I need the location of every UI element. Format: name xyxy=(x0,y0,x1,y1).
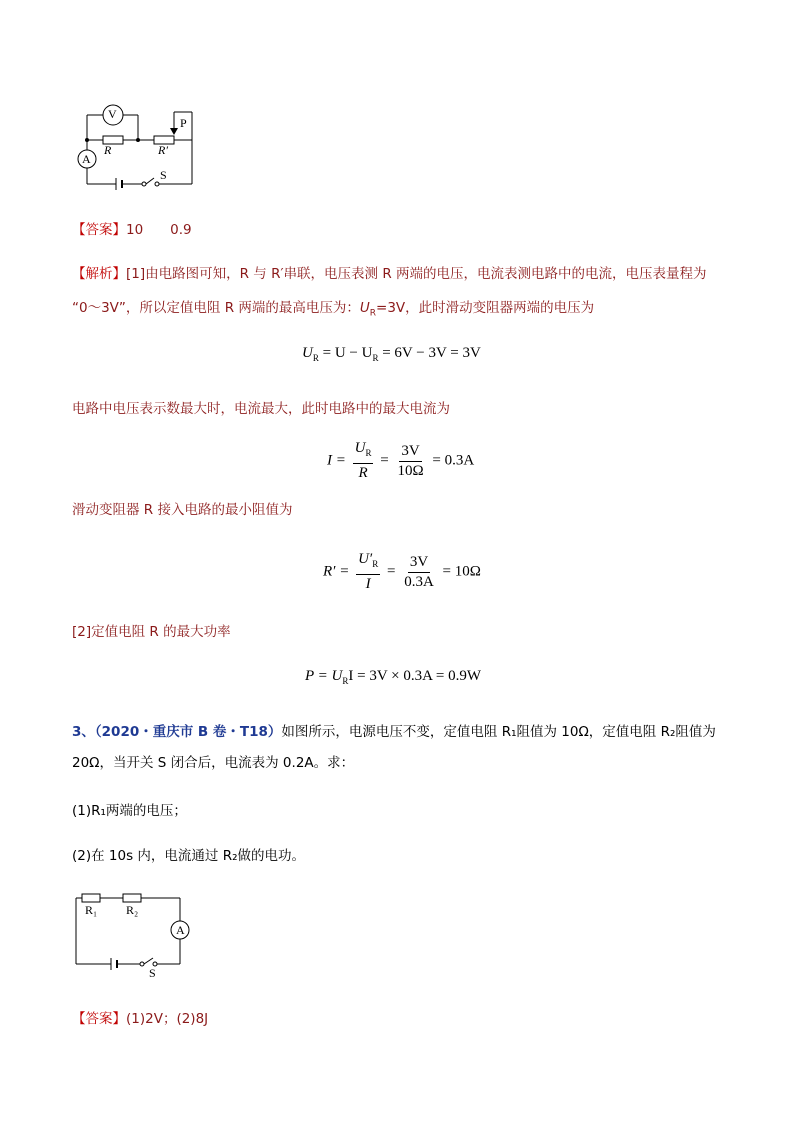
formula-3-den2: 0.3A xyxy=(404,573,434,590)
formula-2-eq: = xyxy=(380,452,389,469)
formula-2-num2: 3V xyxy=(399,443,421,462)
slider-label: P xyxy=(180,116,187,130)
formula-2-frac-2 xyxy=(395,443,425,480)
formula-power xyxy=(305,668,481,686)
r2-label: R₂ xyxy=(126,903,139,917)
resistor-label: R xyxy=(104,143,112,157)
voltmeter-label: V xyxy=(108,107,117,121)
analysis-tag: 【解析】 xyxy=(72,266,126,282)
question-3-sub-2: (2)在 10s 内，电流通过 R₂做的电功。 xyxy=(72,848,305,864)
formula-3-eq: = xyxy=(386,563,396,580)
question-source: （2020・重庆市 B 卷・T18） xyxy=(94,724,282,740)
answer-values: 10 0.9 xyxy=(126,222,192,238)
analysis-line-5: [2]定值电阻 R 的最大功率 xyxy=(72,624,231,640)
formula-2-frac-1 xyxy=(353,440,374,482)
answer-tag: 【答案】 xyxy=(72,222,126,238)
formula-2-den1: R xyxy=(358,465,368,481)
analysis-line-1 xyxy=(72,263,732,285)
question-3-line-2: 20Ω，当开关 S 闭合后，电流表为 0.2A。求： xyxy=(72,755,355,771)
formula-1-rest: = 6V − 3V = 3V xyxy=(382,345,481,361)
formula-3-num2: 3V xyxy=(408,554,430,573)
circuit-diagram-1 xyxy=(70,100,210,190)
switch-2-label: S xyxy=(149,966,156,980)
switch-label: S xyxy=(160,168,167,182)
formula-2-rest: = 0.3A xyxy=(432,452,475,469)
analysis-line-4: 滑动变阻器 R 接入电路的最小阻值为 xyxy=(72,502,293,518)
analysis-line-2 xyxy=(72,297,732,325)
formula-1-lhs-sub: R xyxy=(312,353,319,363)
analysis-var-u: U xyxy=(359,300,370,316)
formula-3-lhs: R′ = xyxy=(323,563,350,580)
formula-3-num1-sub: R xyxy=(372,559,379,569)
formula-3-num1: U′ xyxy=(358,551,373,567)
formula-1-rhs: = U − U xyxy=(322,345,373,361)
answer-3-values: (1)2V；(2)8J xyxy=(126,1011,209,1027)
formula-2-num1: U xyxy=(354,440,366,456)
question-3-line-1 xyxy=(72,721,732,743)
answer-1 xyxy=(72,219,192,241)
formula-voltage xyxy=(302,345,481,363)
formula-4-sub: R xyxy=(342,676,349,686)
answer-3-tag: 【答案】 xyxy=(72,1011,126,1027)
formula-3-rest: = 10Ω xyxy=(442,563,481,580)
question-text-1: 如图所示，电源电压不变，定值电阻 R₁阻值为 10Ω，定值电阻 R₂阻值为 xyxy=(281,724,716,740)
formula-1-rhs-sub: R xyxy=(372,353,379,363)
formula-2-num1-sub: R xyxy=(365,448,372,458)
formula-3-den1: I xyxy=(365,576,371,592)
formula-current xyxy=(327,440,474,482)
formula-3-frac-1 xyxy=(356,551,380,593)
formula-2-den2: 10Ω xyxy=(397,462,424,479)
analysis-text-1: [1]由电路图可知，R 与 R′串联，电压表测 R 两端的电压，电流表测电路中的电流，电压表量程为 xyxy=(126,266,707,282)
question-3-sub-1: (1)R₁两端的电压； xyxy=(72,803,187,819)
r1-label: R₁ xyxy=(85,903,98,917)
analysis-var-u-sub: R xyxy=(369,308,377,319)
formula-1-lhs: U xyxy=(302,345,313,361)
question-number: 3、 xyxy=(72,724,95,740)
formula-resistance xyxy=(323,551,481,593)
rheostat-label: R′ xyxy=(158,143,168,157)
formula-3-frac-2 xyxy=(402,554,436,591)
analysis-line-3: 电路中电压表示数最大时，电流最大，此时电路中的最大电流为 xyxy=(72,401,450,417)
formula-4-a: P = U xyxy=(305,668,343,684)
ammeter-2-label: A xyxy=(176,923,185,937)
analysis-text-2b: =3V，此时滑动变阻器两端的电压为 xyxy=(376,300,595,316)
answer-3 xyxy=(72,1008,208,1030)
formula-2-lhs: I = xyxy=(327,452,346,469)
ammeter-label: A xyxy=(82,152,91,166)
formula-4-b: I = 3V × 0.3A = 0.9W xyxy=(348,668,481,684)
analysis-text-2a: “0～3V”，所以定值电阻 R 两端的最高电压为： xyxy=(72,300,360,316)
